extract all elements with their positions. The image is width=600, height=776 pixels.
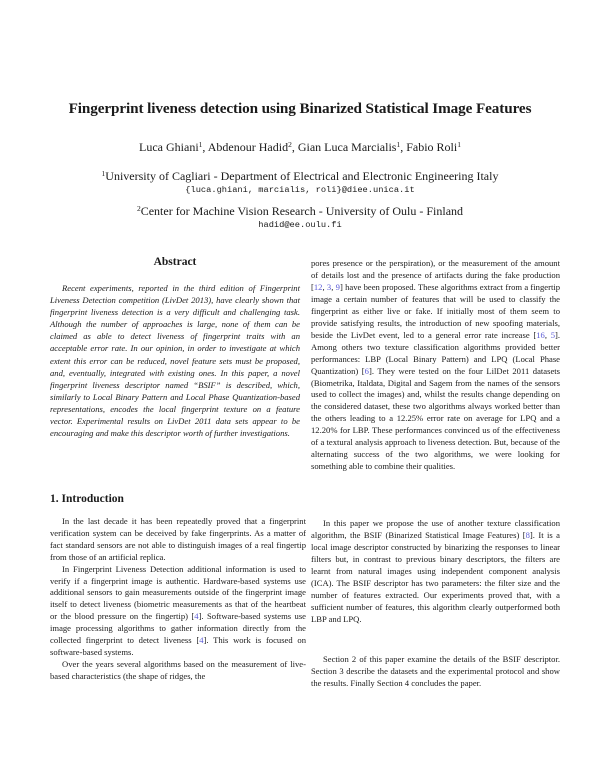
right-column-paragraph-3 — [311, 654, 560, 690]
body-paragraph: In Fingerprint Liveness Detection additional information is used to verify if a fingerprint image is authentic. Hardware-based systems use additional sensors to gain measurements outside of the fingerprint image itself to detect liveness (biometric measurements as that of the heartbeat or the blood pressure on the fingertip) [4]. Software-based systems use image processing algorithms to gather information directly from the collected fingerprint to detect liveness [4]. This work is focused on software-based systems. — [50, 563, 306, 657]
left-column-body — [50, 516, 306, 683]
abstract-heading: Abstract — [153, 256, 197, 268]
citation-link[interactable]: 4 — [199, 635, 204, 646]
author-affiliation-mark: 2 — [288, 140, 292, 150]
author-name: Fabio Roli — [406, 140, 458, 154]
body-paragraph: Section 2 of this paper examine the details of the BSIF descriptor. Section 3 describe the datasets and the experimental protocol and show the results. Finally Section 4 concludes the paper. — [311, 654, 560, 688]
paper-title: Fingerprint liveness detection using Binarized Statistical Image Features — [68, 100, 532, 117]
author-affiliation-mark: 1 — [198, 140, 203, 150]
citation-link[interactable]: 5 — [550, 329, 555, 340]
email-2: hadid@ee.oulu.fi — [258, 220, 342, 230]
citation-link[interactable]: 8 — [525, 529, 530, 540]
citation-link[interactable]: 12 — [313, 281, 323, 292]
section-heading-introduction: 1. Introduction — [50, 493, 124, 505]
author-name: Luca Ghiani — [139, 140, 199, 154]
right-column-paragraph-1 — [311, 258, 560, 473]
affiliation-2: $^2$Center for Machine Vision Research - University of Oulu - Finland — [136, 204, 464, 218]
abstract-text: Recent experiments, reported in the third edition of Fingerprint Liveness Detection competition (LivDet 2013), have clearly shown that fingerprint liveness detection is a very difficult and challenging task. Although the number of approaches is large, none of them can be claimed as able to detect liveness of fingerprint traits with an acceptable error rate. In our opinion, in order to investigate at which extent this error can be reduced, novel feature sets must be proposed, and, eventually, integrated with existing ones. In this paper, a novel fingerprint liveness descriptor named “BSIF” is described, which, similarly to Local Binary Pattern and Local Phase Quantization-based representations, encodes the local fingerprint texture on a feature vector. Experimental results on LivDet 2011 data sets appear to be encouraging and make this descriptor worth of further investigations. — [50, 283, 300, 439]
citation-link[interactable]: 9 — [335, 281, 340, 292]
body-paragraph: In this paper we propose the use of another texture classification algorithm, the BSIF (Binarized Statistical Image Features) [8]. It is a local image descriptor constructed by binarizing the responses to linear filters but, in contrast to previous binary descriptors, the filters are learnt from natural images using independent component analysis (ICA). The BSIF descriptor has two parameters: the filter size and the number of features extracted. Our experiments proved that, with a sufficient number of features, this algorithm clearly outperformed both LBP and LPQ. — [311, 518, 560, 624]
author-affiliation-mark: 1 — [457, 140, 461, 150]
affiliation-1: $^1$University of Cagliari - Department of Electrical and Electronic Engineering Italy — [101, 169, 499, 183]
author-name: Abdenour Hadid — [207, 140, 289, 154]
author-list: Luca Ghiani$^1$, Abdenour Hadid$^2$, Gian Luca Marcialis$^1$, Fabio Roli$^1$ — [139, 140, 461, 154]
author-name: Gian Luca Marcialis — [297, 140, 397, 154]
body-paragraph: pores presence or the perspiration), or the measurement of the amount of details lost and the presence of artifacts during the fake production [12, 3, 9] have been proposed. These algorithms extract from a fingertip image a certain number of features that will be used to classify the fingerprint as either live or fake. If initially most of them seem to provide satisfying results, the introduction of new spoofing materials, beside the LivDet event, led to a general error rate increase [16, 5]. Among others two texture classification algorithms provided better performances: LBP (Local Binary Pattern) and LPQ (Local Phase Quantization) [6]. They were tested on the four LilDet 2011 datasets (Biometrika, Italdata, Digital and Sagem from the names of the sensors used to collect the images) and, whilst the results change depending on the considered dataset, these two algorithms always worked better than the others leading to a 12.25% error rate on average for LPQ and a 12.20% for LBP. These performances convinced us of the effectiveness of a textural analysis approach to liveness detection. But, because of the alternating success of the two algorithms, we were looking for something able to combine their qualities. — [311, 258, 561, 472]
right-column-paragraph-2 — [311, 518, 560, 626]
email-1: {luca.ghiani, marcialis, roli}@diee.unica.it — [185, 185, 415, 195]
citation-link[interactable]: 3 — [326, 281, 332, 292]
citation-link[interactable]: 16 — [536, 329, 545, 340]
citation-link[interactable]: 6 — [364, 365, 369, 376]
body-paragraph: Over the years several algorithms based on the measurement of live-based characteristics (the shape of ridges, the — [50, 658, 306, 681]
body-paragraph: In the last decade it has been repeatedly proved that a fingerprint verification system can be deceived by fake fingerprints. As a matter of fact standard sensors are not able to distinguish images of a real fingertip from those of an artificial replica. — [50, 516, 306, 562]
author-affiliation-mark: 1 — [396, 140, 401, 150]
citation-link[interactable]: 4 — [194, 611, 199, 622]
